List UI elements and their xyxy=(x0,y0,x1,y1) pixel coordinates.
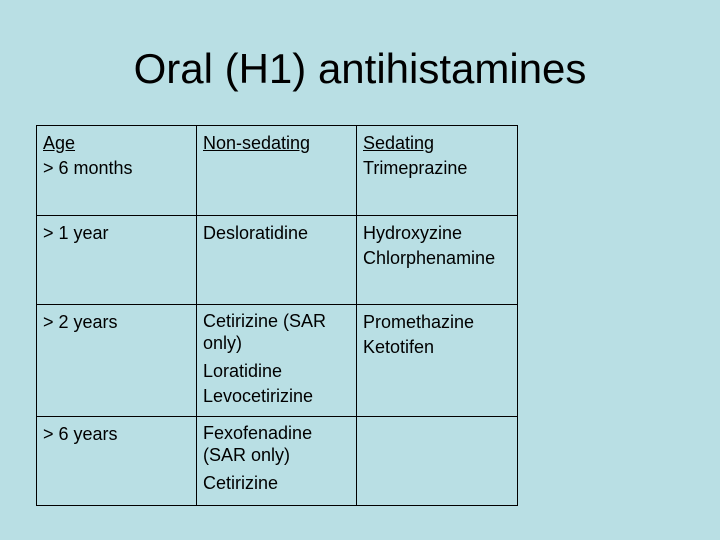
sedating-column-label: Sedating xyxy=(363,133,435,153)
non-sedating-drug: Cetirizine (SAR only) xyxy=(203,311,327,353)
non-sedating-cell xyxy=(197,417,357,506)
antihistamine-table-container xyxy=(36,125,518,506)
age-value: > 1 year xyxy=(43,223,109,243)
table-row-header xyxy=(37,126,518,216)
sedating-cell-empty xyxy=(357,417,518,506)
age-cell xyxy=(37,305,197,417)
age-cell xyxy=(37,417,197,506)
non-sedating-cell xyxy=(197,305,357,417)
slide-title: Oral (H1) antihistamines xyxy=(133,45,587,92)
non-sedating-drug: Desloratidine xyxy=(203,223,309,243)
non-sedating-cell xyxy=(197,216,357,305)
sedating-drug: Hydroxyzine xyxy=(363,223,463,243)
non-sedating-drug: Fexofenadine (SAR only) xyxy=(203,423,313,465)
age-header-cell xyxy=(37,126,197,216)
age-value: > 6 months xyxy=(43,158,133,178)
sedating-drug: Chlorphenamine xyxy=(363,248,496,268)
antihistamine-table xyxy=(36,125,518,506)
sedating-drug: Trimeprazine xyxy=(363,158,468,178)
table-row xyxy=(37,417,518,506)
non-sedating-drug: Levocetirizine xyxy=(203,386,314,406)
table-row xyxy=(37,216,518,305)
sedating-cell xyxy=(357,305,518,417)
non-sedating-drug: Cetirizine xyxy=(203,473,279,493)
sedating-drug: Promethazine xyxy=(363,312,475,332)
non-sedating-drug: Loratidine xyxy=(203,361,283,381)
sedating-drug: Ketotifen xyxy=(363,337,435,357)
sedating-header-cell xyxy=(357,126,518,216)
age-value: > 2 years xyxy=(43,312,118,332)
table-row xyxy=(37,305,518,417)
non-sedating-column-label: Non-sedating xyxy=(203,133,311,153)
non-sedating-header-cell xyxy=(197,126,357,216)
sedating-cell xyxy=(357,216,518,305)
age-value: > 6 years xyxy=(43,424,118,444)
age-column-label: Age xyxy=(43,133,76,153)
age-cell xyxy=(37,216,197,305)
